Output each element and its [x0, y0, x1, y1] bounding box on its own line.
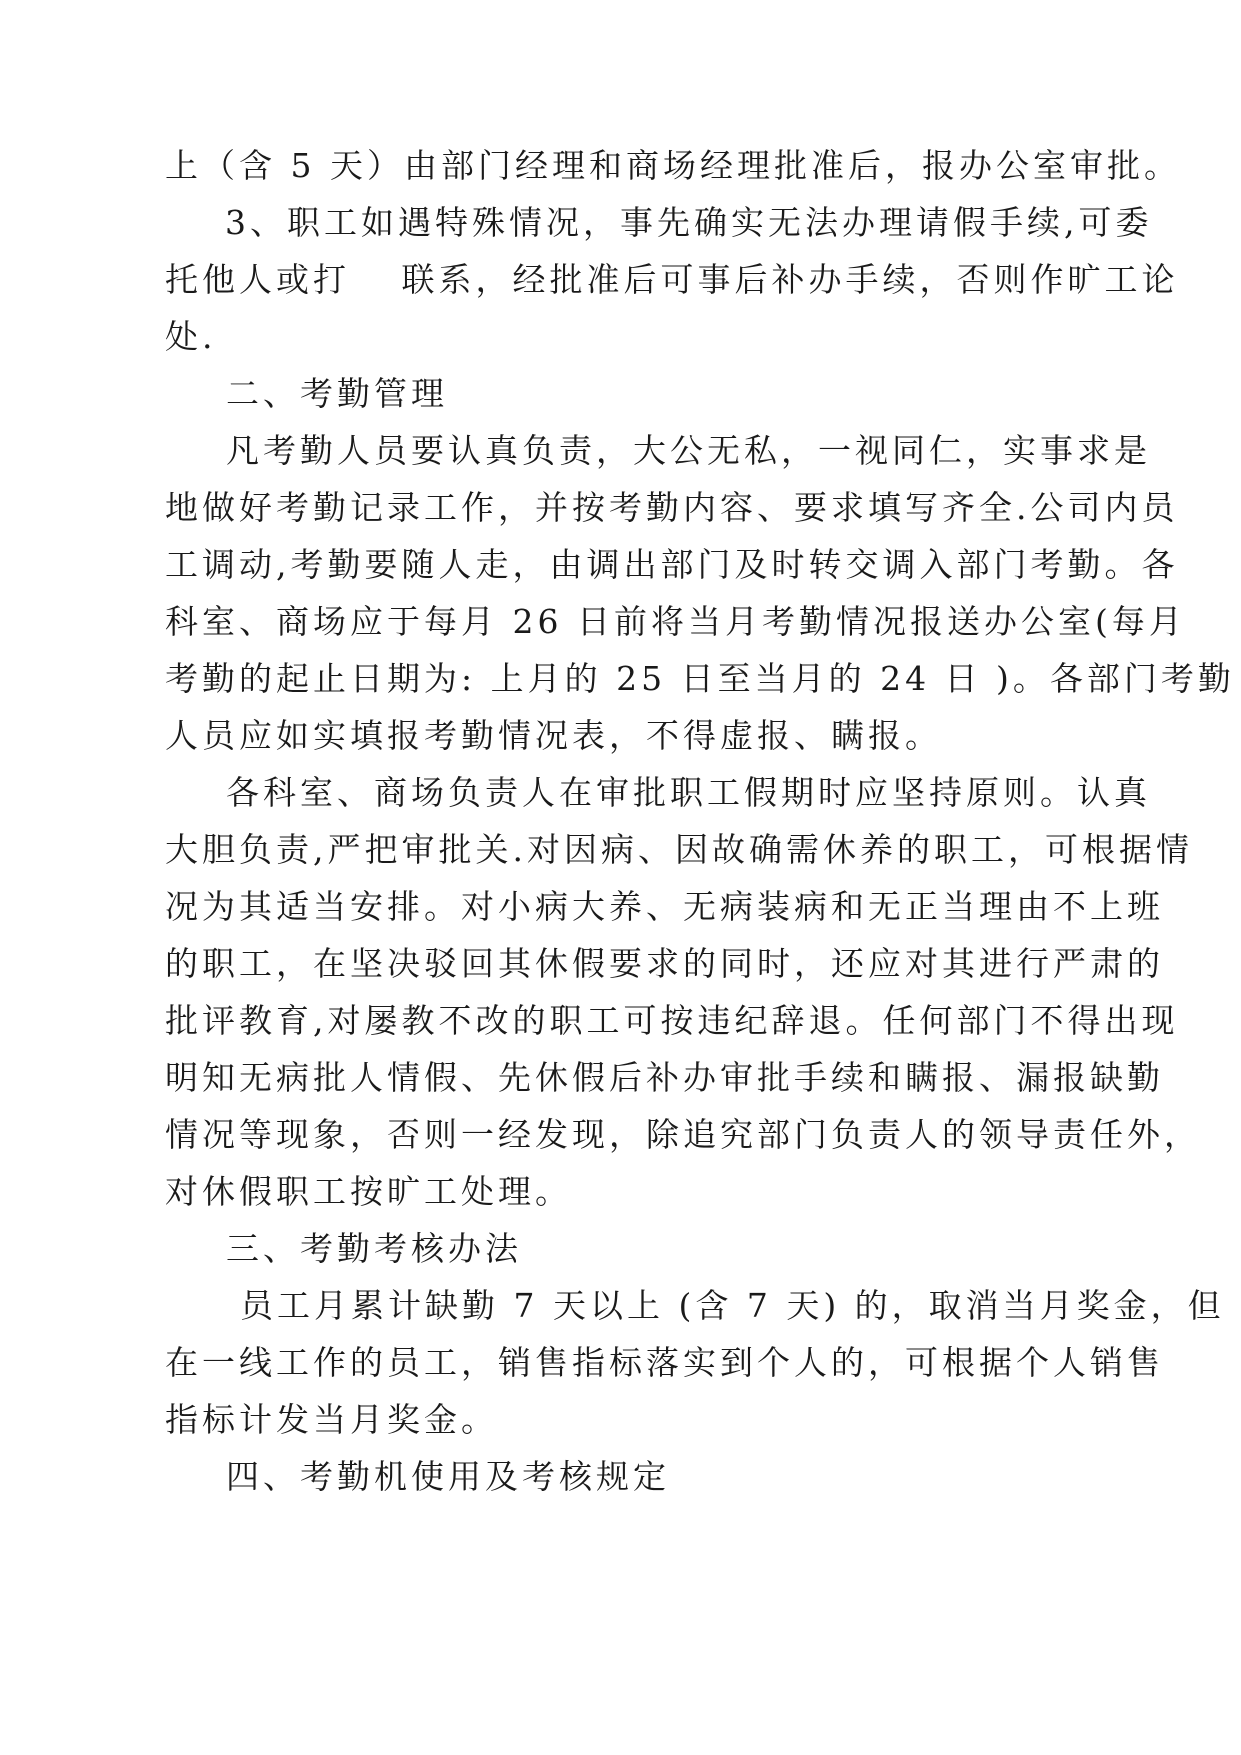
text-line-23: 指标计发当月奖金。: [165, 1400, 498, 1439]
text-line-10: 考勤的起止日期为: 上月的 25 日至当月的 24 日 )。各部门考勤: [165, 659, 1235, 698]
text-line-13: 大胆负责,严把审批关.对因病、因故确需休养的职工，可根据情: [165, 830, 1193, 869]
section-heading-3: 三、考勤考核办法: [226, 1229, 522, 1268]
text-line-11: 人员应如实填报考勤情况表，不得虚报、瞒报。: [165, 716, 942, 755]
text-line-12: 各科室、商场负责人在审批职工假期时应坚持原则。认真: [226, 773, 1151, 812]
text-line-21: 员工月累计缺勤 7 天以上 (含 7 天) 的，取消当月奖金，但: [240, 1286, 1225, 1325]
text-line-16: 批评教育,对屡教不改的职工可按违纪辞退。任何部门不得出现: [165, 1001, 1179, 1040]
section-heading-4: 四、考勤机使用及考核规定: [226, 1457, 670, 1496]
text-line-9: 科室、商场应于每月 26 日前将当月考勤情况报送办公室(每月: [165, 602, 1186, 641]
text-line-7: 地做好考勤记录工作，并按考勤内容、要求填写齐全.公司内员: [165, 488, 1179, 527]
text-line-2: 3、职工如遇特殊情况，事先确实无法办理请假手续,可委: [225, 203, 1153, 242]
text-line-14: 况为其适当安排。对小病大养、无病装病和无正当理由不上班: [165, 887, 1164, 926]
text-line-1: 上（含 5 天）由部门经理和商场经理批准后，报办公室审批。: [165, 146, 1181, 185]
text-line-22: 在一线工作的员工，销售指标落实到个人的，可根据个人销售: [165, 1343, 1164, 1382]
text-line-6: 凡考勤人员要认真负责，大公无私，一视同仁，实事求是: [226, 431, 1151, 470]
section-heading-2: 二、考勤管理: [226, 374, 448, 413]
text-line-15: 的职工，在坚决驳回其休假要求的同时，还应对其进行严肃的: [165, 944, 1164, 983]
text-line-8: 工调动,考勤要随人走，由调出部门及时转交调入部门考勤。各: [165, 545, 1179, 584]
text-line-3: 托他人或打 联系，经批准后可事后补办手续，否则作旷工论: [165, 260, 1179, 299]
text-line-17: 明知无病批人情假、先休假后补办审批手续和瞒报、漏报缺勤: [165, 1058, 1164, 1097]
text-line-19: 对休假职工按旷工处理。: [165, 1172, 572, 1211]
text-line-4: 处.: [165, 317, 217, 356]
text-line-18: 情况等现象，否则一经发现，除追究部门负责人的领导责任外，: [165, 1115, 1201, 1154]
